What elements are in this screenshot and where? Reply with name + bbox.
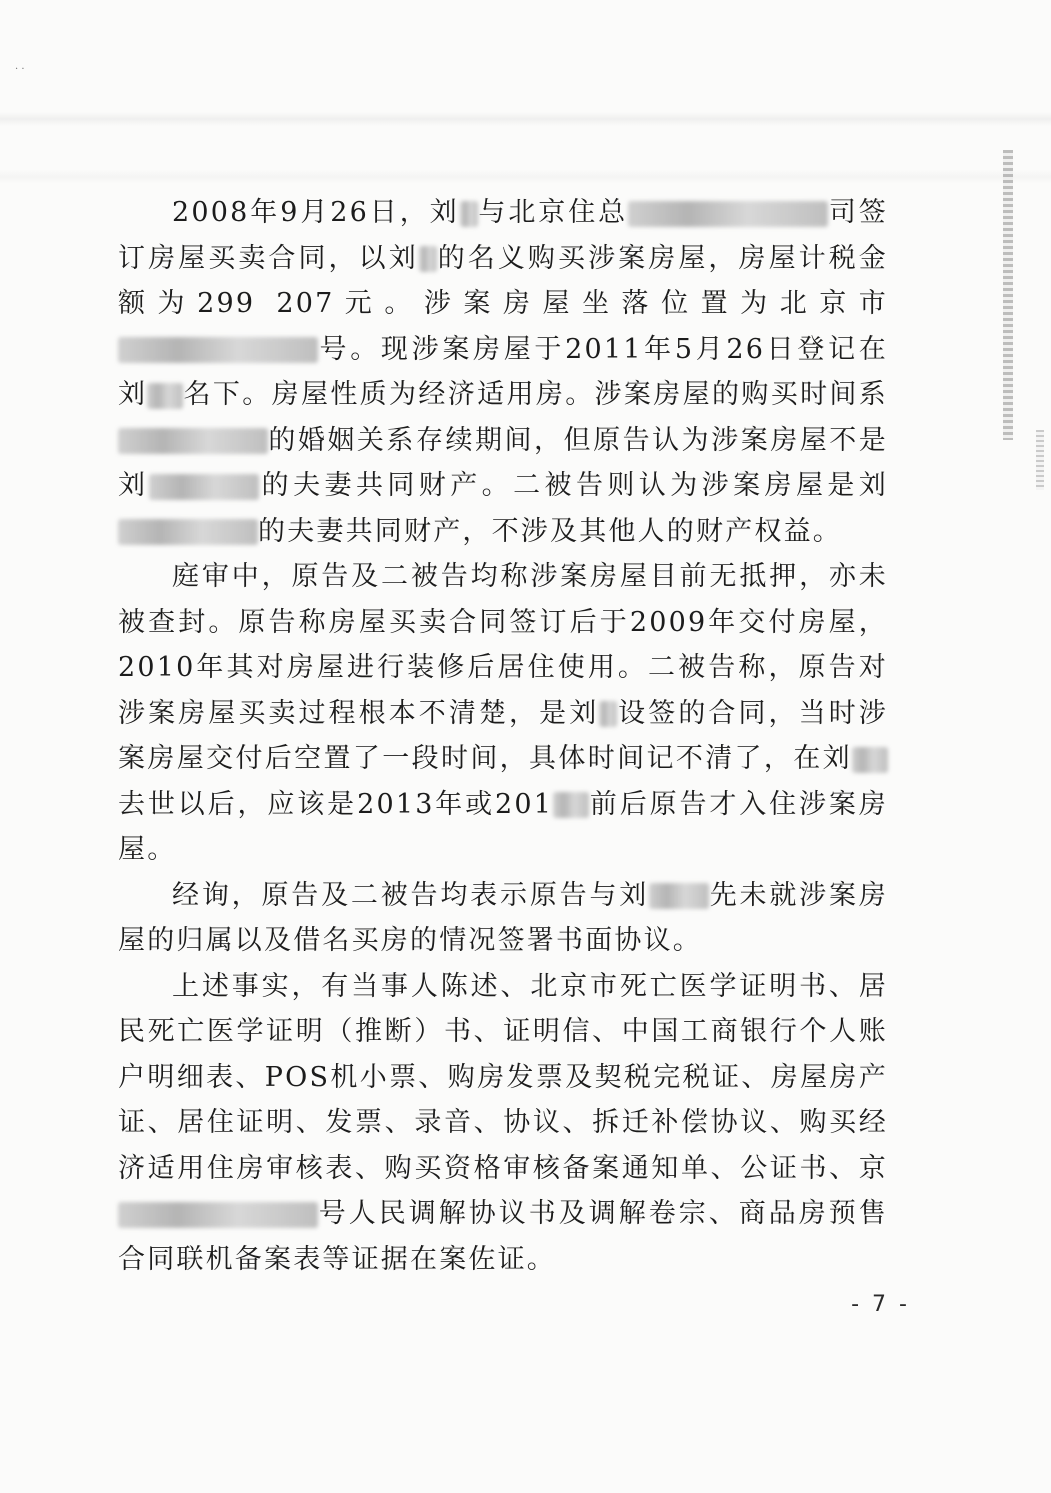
text-segment: 设签的合同，当时涉案房屋交付后空置了一段时间，具体时间记不清了，在刘	[118, 697, 888, 774]
text-segment: 的名义购买涉案房屋，房屋计税金额为299 207元。涉案房屋坐落位置为北京市	[118, 242, 889, 319]
redaction-blur	[118, 1202, 318, 1228]
scan-artifact	[0, 170, 1051, 184]
paragraph	[118, 190, 888, 554]
redaction-blur	[553, 792, 589, 818]
redaction-blur	[118, 428, 268, 454]
text-segment: 先未就涉案房屋的归属以及借名买房的情况签署书面协议。	[118, 879, 889, 956]
scan-speck: · ·	[15, 64, 25, 75]
redaction-blur	[649, 883, 709, 909]
text-segment: 去世以后，应该是2013年或201	[118, 788, 554, 820]
binding-edge-mark	[1036, 430, 1044, 490]
text-segment: 经询，原告及二被告均表示原告与刘	[172, 879, 650, 911]
text-segment: 上述事实，有当事人陈述、北京市死亡医学证明书、居民死亡医学证明（推断）书、证明信、中国工商银行个人账户明细表、POS机小票、购房发票及契税完税证、房屋房产证、居住证明、发票、录音、协议、拆迁补偿协议、购买经济适用住房审核表、购买资格审核备案通知单、公证书、京	[118, 970, 888, 1184]
text-segment: 与北京住总	[477, 197, 629, 228]
redaction-blur	[149, 474, 259, 500]
redaction-blur	[599, 701, 617, 727]
text-segment: 司签订房屋买卖合同，以刘	[118, 197, 889, 274]
paragraph	[118, 964, 888, 1283]
redaction-blur	[118, 519, 258, 545]
text-segment: 的夫妻共同财产，不涉及其他人的财产权益。	[258, 515, 842, 547]
text-segment: 2008年9月26日，刘	[172, 197, 460, 228]
redaction-blur	[852, 747, 888, 773]
page-number: - 7 -	[851, 1292, 910, 1317]
redaction-blur	[419, 246, 437, 272]
scan-artifact	[0, 112, 1051, 126]
paragraph	[118, 873, 888, 964]
binding-edge-mark	[1003, 150, 1013, 440]
text-segment: 号人民调解协议书及调解卷宗、商品房预售合同联机备案表等证据在案佐证。	[118, 1198, 888, 1275]
text-segment: 号。现涉案房屋于2011年5月26日登记在刘	[118, 333, 888, 410]
redaction-blur	[460, 201, 478, 227]
text-segment: 的夫妻共同财产。二被告则认为涉案房屋是刘	[259, 470, 889, 501]
redaction-blur	[118, 337, 318, 363]
redaction-blur	[147, 383, 183, 409]
text-segment: 名下。房屋性质为经济适用房。涉案房屋的购买时间系	[183, 379, 888, 410]
document-body	[118, 190, 888, 1282]
text-segment: 庭审中，原告及二被告均称涉案房屋目前无抵押，亦未被查封。原告称房屋买卖合同签订后于2009年交付房屋，2010年其对房屋进行装修后居住使用。二被告称，原告对涉案房屋买卖过程根本不清楚，是刘	[118, 561, 888, 729]
text-segment: 前后原告才入住涉案房屋。	[118, 788, 889, 865]
paragraph	[118, 554, 888, 873]
text-segment: 的婚姻关系存续期间，但原告认为涉案房屋不是刘	[118, 424, 888, 501]
redaction-blur	[628, 201, 828, 227]
